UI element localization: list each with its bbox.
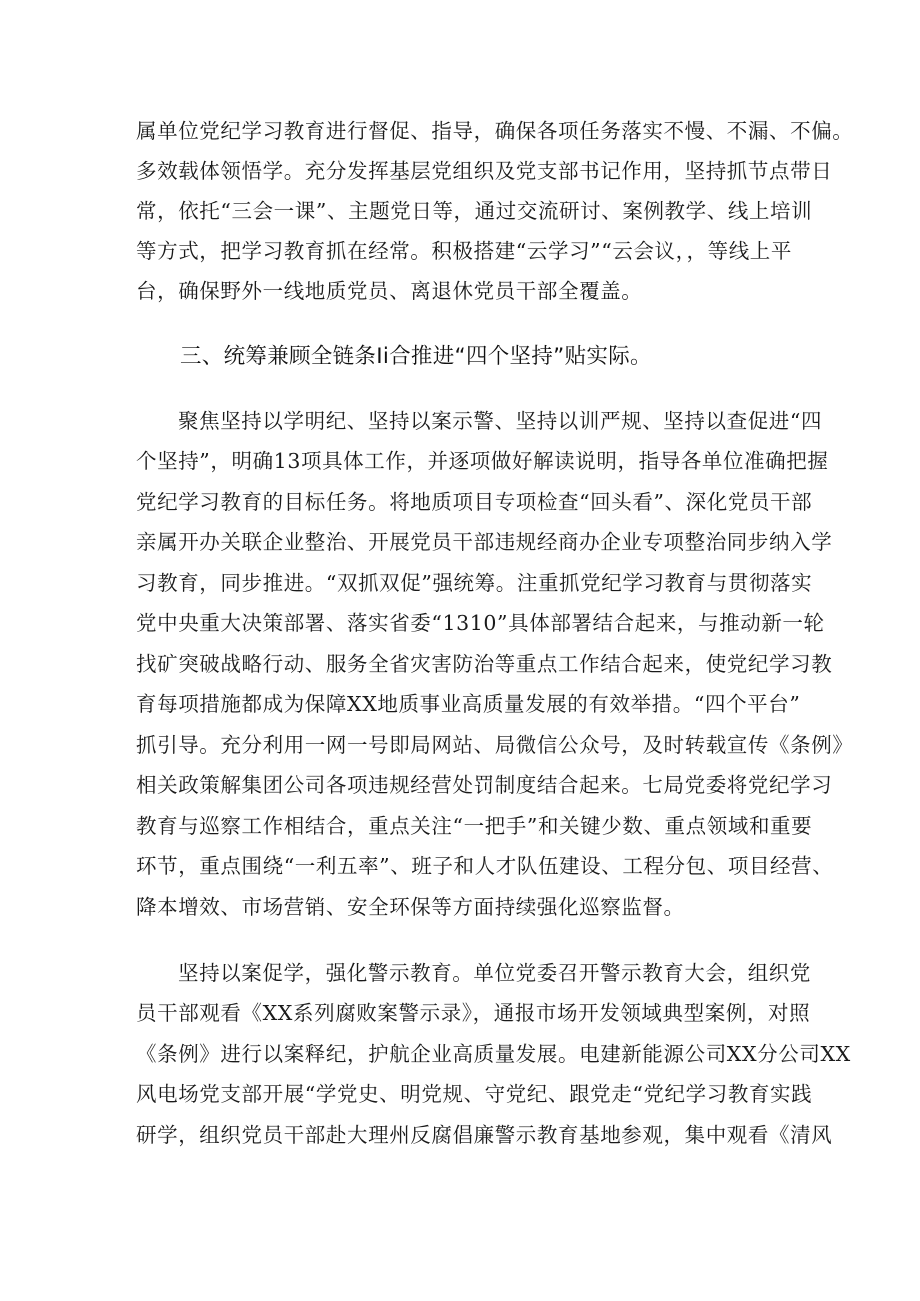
paragraph-2-line-4: 亲属开办关联企业整治、开展党员干部违规经商办企业专项整治同步纳入学 (136, 530, 833, 554)
paragraph-2-line-13: 降本增效、市场营销、安全环保等方面持续强化巡察监督。 (136, 895, 685, 919)
paragraph-2-line-12: 环节，重点围绕“一利五率”、班子和人才队伍建设、工程分包、项目经营、 (136, 854, 834, 878)
paragraph-3-line-2: 员干部观看《XX系列腐败案警示录》，通报市场开发领域典型案例，对照 (136, 1001, 811, 1025)
paragraph-2-line-9: 抓引导。充分利用一网一号即局网站、局微信公众号，及时转载宣传《条例》 (136, 733, 854, 757)
paragraph-1-line-2: 多效载体领悟学。充分发挥基层党组织及党支部书记作用，坚持抓节点带日 (136, 159, 833, 183)
section-heading: 三、统筹兼顾全链条Ii合推进“四个坚持”贴实际。 (180, 344, 652, 369)
paragraph-2-line-10: 相关政策解集团公司各项违规经营处罚制度结合起来。七局党委将党纪学习 (136, 773, 833, 797)
paragraph-1-line-5: 台，确保野外一线地质党员、离退休党员干部全覆盖。 (136, 279, 643, 303)
paragraph-2-line-6: 党中央重大决策部署、落实省委“1310”具体部署结合起来，与推动新一轮 (136, 611, 825, 635)
paragraph-3-line-4: 风电场党支部开展“学党史、明党规、守党纪、跟党走“党纪学习教育实践 (136, 1082, 813, 1106)
paragraph-2-line-5: 习教育，同步推进。“双抓双促”强统筹。注重抓党纪学习教育与贯彻落实 (136, 571, 813, 595)
paragraph-2-line-8: 育每项措施都成为保障XX地质事业高质量发展的有效举措。“四个平台” (136, 692, 801, 716)
paragraph-2-line-11: 教育与巡察工作相结合，重点关注“一把手”和关键少数、重点领域和重要 (136, 814, 813, 838)
paragraph-2-line-1: 聚焦坚持以学明纪、坚持以案示警、坚持以训严规、坚持以查促进“四 (178, 409, 823, 433)
paragraph-1-line-3: 常，依托“三会一课”、主题党日等，通过交流研讨、案例教学、线上培训 (136, 199, 813, 223)
paragraph-2-line-3: 党纪学习教育的目标任务。将地质项目专项检查“回头看”、深化党员干部 (136, 490, 813, 514)
paragraph-3-line-3: 《条例》进行以案释纪，护航企业高质量发展。电建新能源公司XX分公司XX (136, 1042, 851, 1066)
paragraph-2-line-7: 找矿突破战略行动、服务全省灾害防治等重点工作结合起来，使党纪学习教 (136, 652, 833, 676)
paragraph-1-line-4: 等方式，把学习教育抓在经常。积极搭建“云学习”“云会议，，等线上平 (136, 239, 792, 263)
paragraph-1-line-1: 属单位党纪学习教育进行督促、指导，确保各项任务落实不慢、不漏、不偏。 (136, 119, 854, 143)
paragraph-3-line-5: 研学，组织党员干部赴大理州反腐倡廉警示教育基地参观，集中观看《清风 (136, 1123, 833, 1147)
paragraph-2-line-2: 个坚持”，明确13项具体工作，并逐项做好解读说明，指导各单位准确把握 (136, 449, 829, 473)
paragraph-3-line-1: 坚持以案促学，强化警示教育。单位党委召开警示教育大会，组织党 (178, 961, 811, 985)
